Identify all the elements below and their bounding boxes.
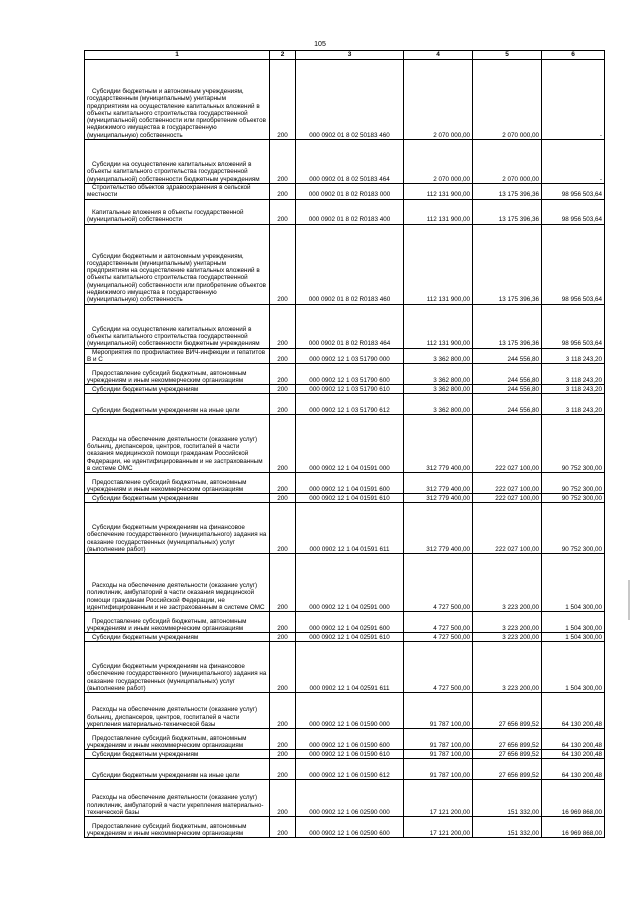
- row-name: Предоставление субсидий бюджетным, автономным учреждениям и иным некоммерческим организациям: [85, 729, 270, 750]
- row-classification-code: 000 0902 01 8 02 R0183 464: [296, 304, 404, 348]
- row-classification-code: 000 0902 12 1 04 01591 600: [296, 473, 404, 494]
- row-executed-amount: 222 027 100,00: [473, 494, 542, 503]
- row-unexecuted-amount: 16 969 868,00: [542, 780, 605, 817]
- row-admin-code: 200: [270, 750, 296, 759]
- row-approved-amount: 4 727 500,00: [404, 612, 473, 633]
- row-executed-amount: 3 223 200,00: [473, 554, 542, 612]
- row-unexecuted-amount: 98 956 503,64: [542, 304, 605, 348]
- row-executed-amount: 222 027 100,00: [473, 473, 542, 494]
- table-row: [85, 729, 605, 750]
- row-approved-amount: 17 121 200,00: [404, 817, 473, 838]
- row-name: Субсидии бюджетным учреждениям на финансовое обеспечение государственного (муниципального) задания на оказание государственных (муниципальных) услуг (выполнение работ): [85, 503, 270, 554]
- row-executed-amount: 2 070 000,00: [473, 140, 542, 184]
- row-executed-amount: 2 070 000,00: [473, 60, 542, 140]
- row-name: Субсидии бюджетным учреждениям: [85, 385, 270, 394]
- budget-execution-table: [84, 50, 605, 838]
- row-executed-amount: 13 175 396,36: [473, 224, 542, 304]
- row-name: Субсидии бюджетным учреждениям на финансовое обеспечение государственного (муниципального) задания на оказание государственных (муниципальных) услуг (выполнение работ): [85, 642, 270, 693]
- row-unexecuted-amount: 90 752 300,00: [542, 503, 605, 554]
- row-executed-amount: 3 223 200,00: [473, 612, 542, 633]
- row-approved-amount: 3 362 800,00: [404, 364, 473, 385]
- row-approved-amount: 91 787 100,00: [404, 750, 473, 759]
- row-classification-code: 000 0902 01 8 02 R0183 400: [296, 199, 404, 224]
- table-header-row: [85, 51, 605, 60]
- row-unexecuted-amount: 1 504 300,00: [542, 554, 605, 612]
- row-executed-amount: 244 556,80: [473, 364, 542, 385]
- header-col-6: 6: [542, 51, 605, 60]
- row-admin-code: 200: [270, 729, 296, 750]
- row-admin-code: 200: [270, 415, 296, 473]
- row-classification-code: 000 0902 12 1 06 01590 000: [296, 693, 404, 729]
- row-executed-amount: 222 027 100,00: [473, 503, 542, 554]
- row-classification-code: 000 0902 12 1 03 51790 612: [296, 394, 404, 415]
- row-unexecuted-amount: 3 118 243,20: [542, 385, 605, 394]
- row-name: Субсидии бюджетным и автономным учреждениям, государственным (муниципальным) унитарным предприятиям на осуществление капитальных вложений в объекты капитального строительства государственной (муниципальной) собственности или приобретение объектов недвижимого имущества в государственную (муниципальную) собственность: [85, 224, 270, 304]
- row-admin-code: 200: [270, 199, 296, 224]
- table-row: [85, 780, 605, 817]
- row-name: Предоставление субсидий бюджетным, автономным учреждениям и иным некоммерческим организациям: [85, 364, 270, 385]
- row-name: Субсидии бюджетным учреждениям на иные цели: [85, 394, 270, 415]
- row-admin-code: 200: [270, 304, 296, 348]
- table-row: [85, 750, 605, 759]
- row-name: Субсидии на осуществление капитальных вложений в объекты капитального строительства государственной (муниципальной) собственности бюджетным учреждениям: [85, 140, 270, 184]
- row-classification-code: 000 0902 12 1 03 51790 000: [296, 348, 404, 364]
- row-classification-code: 000 0902 12 1 06 01590 612: [296, 759, 404, 780]
- row-classification-code: 000 0902 12 1 04 02591 611: [296, 642, 404, 693]
- row-executed-amount: 3 223 200,00: [473, 642, 542, 693]
- row-approved-amount: 91 787 100,00: [404, 729, 473, 750]
- header-col-2: 2: [270, 51, 296, 60]
- row-executed-amount: 27 656 899,52: [473, 759, 542, 780]
- row-admin-code: 200: [270, 224, 296, 304]
- row-approved-amount: 3 362 800,00: [404, 348, 473, 364]
- page-number: 105: [314, 41, 326, 48]
- row-name: Субсидии бюджетным и автономным учреждениям, государственным (муниципальным) унитарным предприятиям на осуществление капитальных вложений в объекты капитального строительства государственной (муниципальной) собственности или приобретение объектов недвижимого имущества в государственную (муниципальную) собственность: [85, 60, 270, 140]
- table-row: [85, 304, 605, 348]
- row-unexecuted-amount: 64 130 200,48: [542, 750, 605, 759]
- table-row: [85, 642, 605, 693]
- row-admin-code: 200: [270, 473, 296, 494]
- row-name: Субсидии бюджетным учреждениям: [85, 633, 270, 642]
- row-approved-amount: 112 131 900,00: [404, 199, 473, 224]
- row-name: Предоставление субсидий бюджетным, автономным учреждениям и иным некоммерческим организациям: [85, 473, 270, 494]
- table-row: [85, 184, 605, 200]
- row-name: Капитальные вложения в объекты государственной (муниципальной) собственности: [85, 199, 270, 224]
- row-unexecuted-amount: 64 130 200,48: [542, 759, 605, 780]
- row-approved-amount: 112 131 900,00: [404, 184, 473, 200]
- table-row: [85, 612, 605, 633]
- row-approved-amount: 312 779 400,00: [404, 473, 473, 494]
- row-approved-amount: 312 779 400,00: [404, 503, 473, 554]
- row-name: Предоставление субсидий бюджетным, автономным учреждениям и иным некоммерческим организациям: [85, 612, 270, 633]
- row-admin-code: 200: [270, 780, 296, 817]
- row-classification-code: 000 0902 12 1 04 02591 610: [296, 633, 404, 642]
- row-admin-code: 200: [270, 364, 296, 385]
- scan-artifact: [628, 580, 630, 620]
- row-admin-code: 200: [270, 817, 296, 838]
- row-approved-amount: 312 779 400,00: [404, 415, 473, 473]
- row-admin-code: 200: [270, 759, 296, 780]
- row-executed-amount: 244 556,80: [473, 385, 542, 394]
- row-classification-code: 000 0902 12 1 04 01591 611: [296, 503, 404, 554]
- table-row: [85, 394, 605, 415]
- row-executed-amount: 222 027 100,00: [473, 415, 542, 473]
- row-approved-amount: 2 070 000,00: [404, 140, 473, 184]
- row-approved-amount: 312 779 400,00: [404, 494, 473, 503]
- row-approved-amount: 3 362 800,00: [404, 385, 473, 394]
- row-approved-amount: 2 070 000,00: [404, 60, 473, 140]
- row-executed-amount: 27 656 899,52: [473, 729, 542, 750]
- row-unexecuted-amount: 90 752 300,00: [542, 415, 605, 473]
- row-classification-code: 000 0902 12 1 04 01591 610: [296, 494, 404, 503]
- row-name: Расходы на обеспечение деятельности (оказание услуг) больниц, диспансеров, центров, госпиталей в части укрепления материально-технической базы: [85, 693, 270, 729]
- row-classification-code: 000 0902 12 1 04 02591 600: [296, 612, 404, 633]
- table-row: [85, 759, 605, 780]
- table-row: [85, 60, 605, 140]
- row-classification-code: 000 0902 01 8 02 50183 464: [296, 140, 404, 184]
- row-unexecuted-amount: 3 118 243,20: [542, 394, 605, 415]
- row-unexecuted-amount: -: [542, 60, 605, 140]
- row-admin-code: 200: [270, 494, 296, 503]
- row-approved-amount: 112 131 900,00: [404, 224, 473, 304]
- table-row: [85, 199, 605, 224]
- row-unexecuted-amount: 1 504 300,00: [542, 633, 605, 642]
- table-row: [85, 503, 605, 554]
- row-unexecuted-amount: 90 752 300,00: [542, 473, 605, 494]
- table-row: [85, 140, 605, 184]
- row-name: Мероприятия по профилактике ВИЧ-инфекции и гепатитов В и С: [85, 348, 270, 364]
- row-admin-code: 200: [270, 348, 296, 364]
- row-unexecuted-amount: 3 118 243,20: [542, 348, 605, 364]
- table-row: [85, 385, 605, 394]
- row-name: Расходы на обеспечение деятельности (оказание услуг) больниц, диспансеров, центров, госпиталей в части оказания медицинской помощи гражданам Российской Федерации, не идентифицированным и не застрахованным в системе ОМС: [85, 415, 270, 473]
- row-executed-amount: 13 175 396,36: [473, 184, 542, 200]
- row-unexecuted-amount: 64 130 200,48: [542, 693, 605, 729]
- row-classification-code: 000 0902 01 8 02 R0183 000: [296, 184, 404, 200]
- row-admin-code: 200: [270, 60, 296, 140]
- table-row: [85, 415, 605, 473]
- header-col-3: 3: [296, 51, 404, 60]
- row-approved-amount: 4 727 500,00: [404, 633, 473, 642]
- row-admin-code: 200: [270, 385, 296, 394]
- row-unexecuted-amount: 98 956 503,64: [542, 224, 605, 304]
- row-classification-code: 000 0902 12 1 03 51790 600: [296, 364, 404, 385]
- row-name: Предоставление субсидий бюджетным, автономным учреждениям и иным некоммерческим организациям: [85, 817, 270, 838]
- row-admin-code: 200: [270, 140, 296, 184]
- row-unexecuted-amount: 1 504 300,00: [542, 642, 605, 693]
- table-row: [85, 348, 605, 364]
- row-name: Строительство объектов здравоохранения в сельской местности: [85, 184, 270, 200]
- table-row: [85, 494, 605, 503]
- table-row: [85, 817, 605, 838]
- row-executed-amount: 3 223 200,00: [473, 633, 542, 642]
- row-unexecuted-amount: 1 504 300,00: [542, 612, 605, 633]
- row-classification-code: 000 0902 12 1 06 02590 000: [296, 780, 404, 817]
- row-approved-amount: 4 727 500,00: [404, 554, 473, 612]
- row-classification-code: 000 0902 12 1 06 01590 610: [296, 750, 404, 759]
- row-admin-code: 200: [270, 693, 296, 729]
- row-classification-code: 000 0902 01 8 02 R0183 460: [296, 224, 404, 304]
- row-approved-amount: 17 121 200,00: [404, 780, 473, 817]
- row-executed-amount: 151 332,00: [473, 780, 542, 817]
- row-classification-code: 000 0902 01 8 02 50183 460: [296, 60, 404, 140]
- row-executed-amount: 13 175 396,36: [473, 304, 542, 348]
- row-admin-code: 200: [270, 503, 296, 554]
- row-unexecuted-amount: -: [542, 140, 605, 184]
- row-executed-amount: 27 656 899,52: [473, 750, 542, 759]
- row-unexecuted-amount: 98 956 503,64: [542, 199, 605, 224]
- row-executed-amount: 27 656 899,52: [473, 693, 542, 729]
- row-unexecuted-amount: 64 130 200,48: [542, 729, 605, 750]
- row-unexecuted-amount: 16 969 868,00: [542, 817, 605, 838]
- row-admin-code: 200: [270, 394, 296, 415]
- table-row: [85, 224, 605, 304]
- row-approved-amount: 91 787 100,00: [404, 693, 473, 729]
- row-classification-code: 000 0902 12 1 04 02591 000: [296, 554, 404, 612]
- row-name: Субсидии бюджетным учреждениям на иные цели: [85, 759, 270, 780]
- row-executed-amount: 244 556,80: [473, 348, 542, 364]
- row-approved-amount: 4 727 500,00: [404, 642, 473, 693]
- table-row: [85, 473, 605, 494]
- row-approved-amount: 3 362 800,00: [404, 394, 473, 415]
- row-name: Расходы на обеспечение деятельности (оказание услуг) поликлиник, амбулаторий в части укрепления материально-технической базы: [85, 780, 270, 817]
- row-admin-code: 200: [270, 633, 296, 642]
- row-admin-code: 200: [270, 554, 296, 612]
- row-admin-code: 200: [270, 612, 296, 633]
- row-name: Субсидии на осуществление капитальных вложений в объекты капитального строительства государственной (муниципальной) собственности бюджетным учреждениям: [85, 304, 270, 348]
- table-row: [85, 633, 605, 642]
- header-col-1: 1: [85, 51, 270, 60]
- row-unexecuted-amount: 90 752 300,00: [542, 494, 605, 503]
- table-body: [85, 60, 605, 838]
- row-classification-code: 000 0902 12 1 06 01590 600: [296, 729, 404, 750]
- row-approved-amount: 91 787 100,00: [404, 759, 473, 780]
- row-name: Расходы на обеспечение деятельности (оказание услуг) поликлиник, амбулаторий в части оказания медицинской помощи гражданам Российской Федерации, не идентифицированным и не застрахованным в системе ОМС: [85, 554, 270, 612]
- row-executed-amount: 13 175 396,36: [473, 199, 542, 224]
- header-col-5: 5: [473, 51, 542, 60]
- row-executed-amount: 244 556,80: [473, 394, 542, 415]
- table-row: [85, 364, 605, 385]
- row-classification-code: 000 0902 12 1 04 01591 000: [296, 415, 404, 473]
- header-col-4: 4: [404, 51, 473, 60]
- row-approved-amount: 112 131 900,00: [404, 304, 473, 348]
- row-classification-code: 000 0902 12 1 03 51790 610: [296, 385, 404, 394]
- row-executed-amount: 151 332,00: [473, 817, 542, 838]
- row-unexecuted-amount: 98 956 503,64: [542, 184, 605, 200]
- table-row: [85, 554, 605, 612]
- row-name: Субсидии бюджетным учреждениям: [85, 494, 270, 503]
- table-row: [85, 693, 605, 729]
- row-name: Субсидии бюджетным учреждениям: [85, 750, 270, 759]
- row-unexecuted-amount: 3 118 243,20: [542, 364, 605, 385]
- row-admin-code: 200: [270, 184, 296, 200]
- row-classification-code: 000 0902 12 1 06 02590 600: [296, 817, 404, 838]
- row-admin-code: 200: [270, 642, 296, 693]
